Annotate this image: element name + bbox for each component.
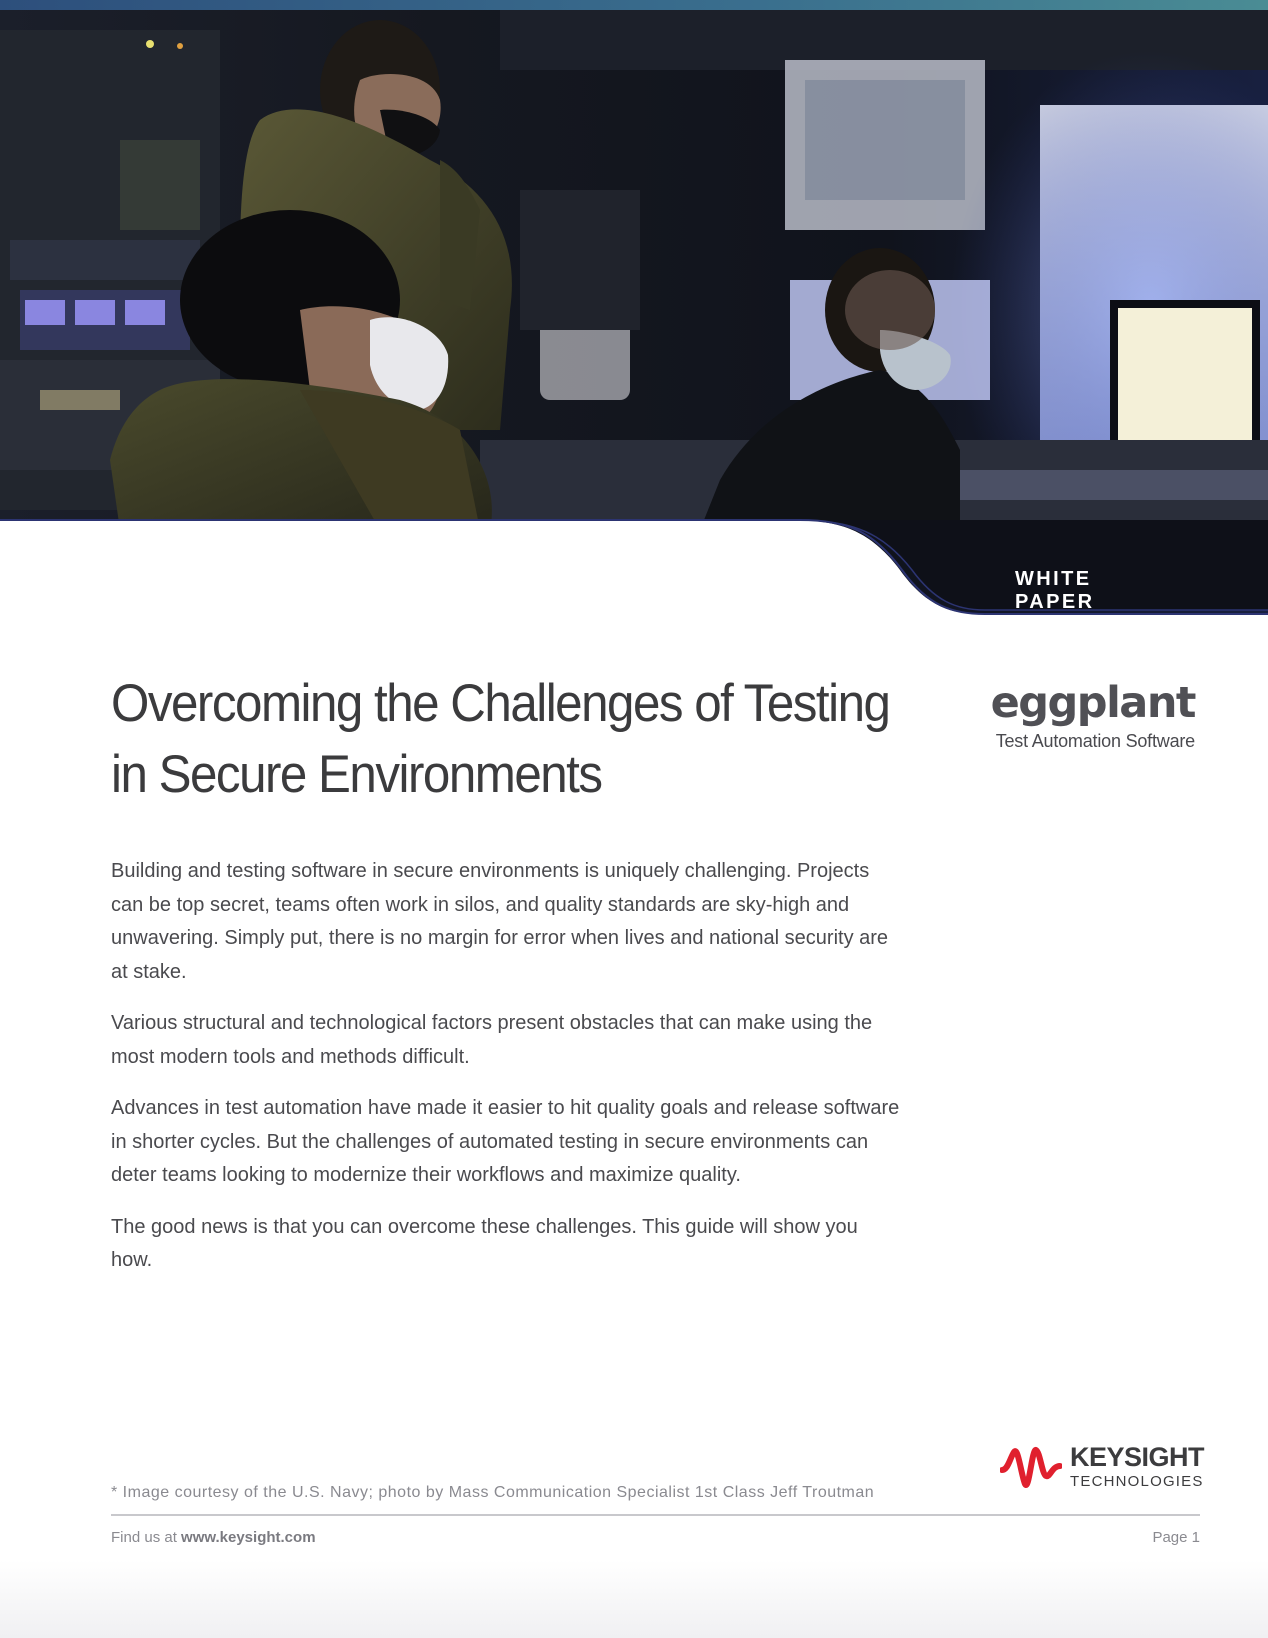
keysight-sub: TECHNOLOGIES — [1070, 1473, 1204, 1490]
page-title — [111, 668, 890, 810]
brand-tagline: Test Automation Software — [995, 731, 1195, 751]
website-link[interactable]: www.keysight.com — [181, 1529, 316, 1546]
page-number: Page 1 — [1152, 1529, 1200, 1546]
keysight-name: KEYSIGHT — [1070, 1442, 1205, 1472]
footer-divider — [111, 1514, 1200, 1516]
top-accent-bar — [0, 0, 1268, 10]
body-paragraph-4: The good news is that you can overcome these challenges. This guide will show you how. — [111, 1215, 858, 1271]
body-paragraph-3: Advances in test automation have made it easier to hit quality goals and release software in shorter cycles. But the challenges of automated testing in secure environments can deter teams looking to modernize their workflows and maximize quality. — [111, 1097, 900, 1186]
body-paragraph-1: Building and testing software in secure environments is uniquely challenging. Projects can be top secret, teams often work in silos, and quality standards are sky-high and unwavering. Simply put, there is no margin for error when lives and national security are at stake. — [111, 860, 889, 983]
body-paragraph-2: Various structural and technological factors present obstacles that can make using the most modern tools and methods difficult. — [111, 1012, 873, 1068]
document-type-label: WHITE PAPER — [1015, 568, 1095, 613]
footer-find-us — [111, 1529, 316, 1546]
eggplant-logo — [985, 680, 1195, 753]
find-us-prefix: Find us at — [111, 1529, 177, 1546]
page-bottom-shade — [0, 1560, 1268, 1638]
intro-body — [111, 855, 901, 1296]
hero-photo — [0, 10, 1268, 620]
brand-name: eggplant — [990, 678, 1195, 728]
title-line-1: Overcoming the Challenges of Testing — [111, 674, 890, 733]
keysight-logo — [1000, 1440, 1210, 1496]
title-line-2: in Secure Environments — [111, 745, 602, 804]
image-credit: * Image courtesy of the U.S. Navy; photo by Mass Communication Specialist 1st Class Jeff Troutman — [111, 1484, 875, 1501]
